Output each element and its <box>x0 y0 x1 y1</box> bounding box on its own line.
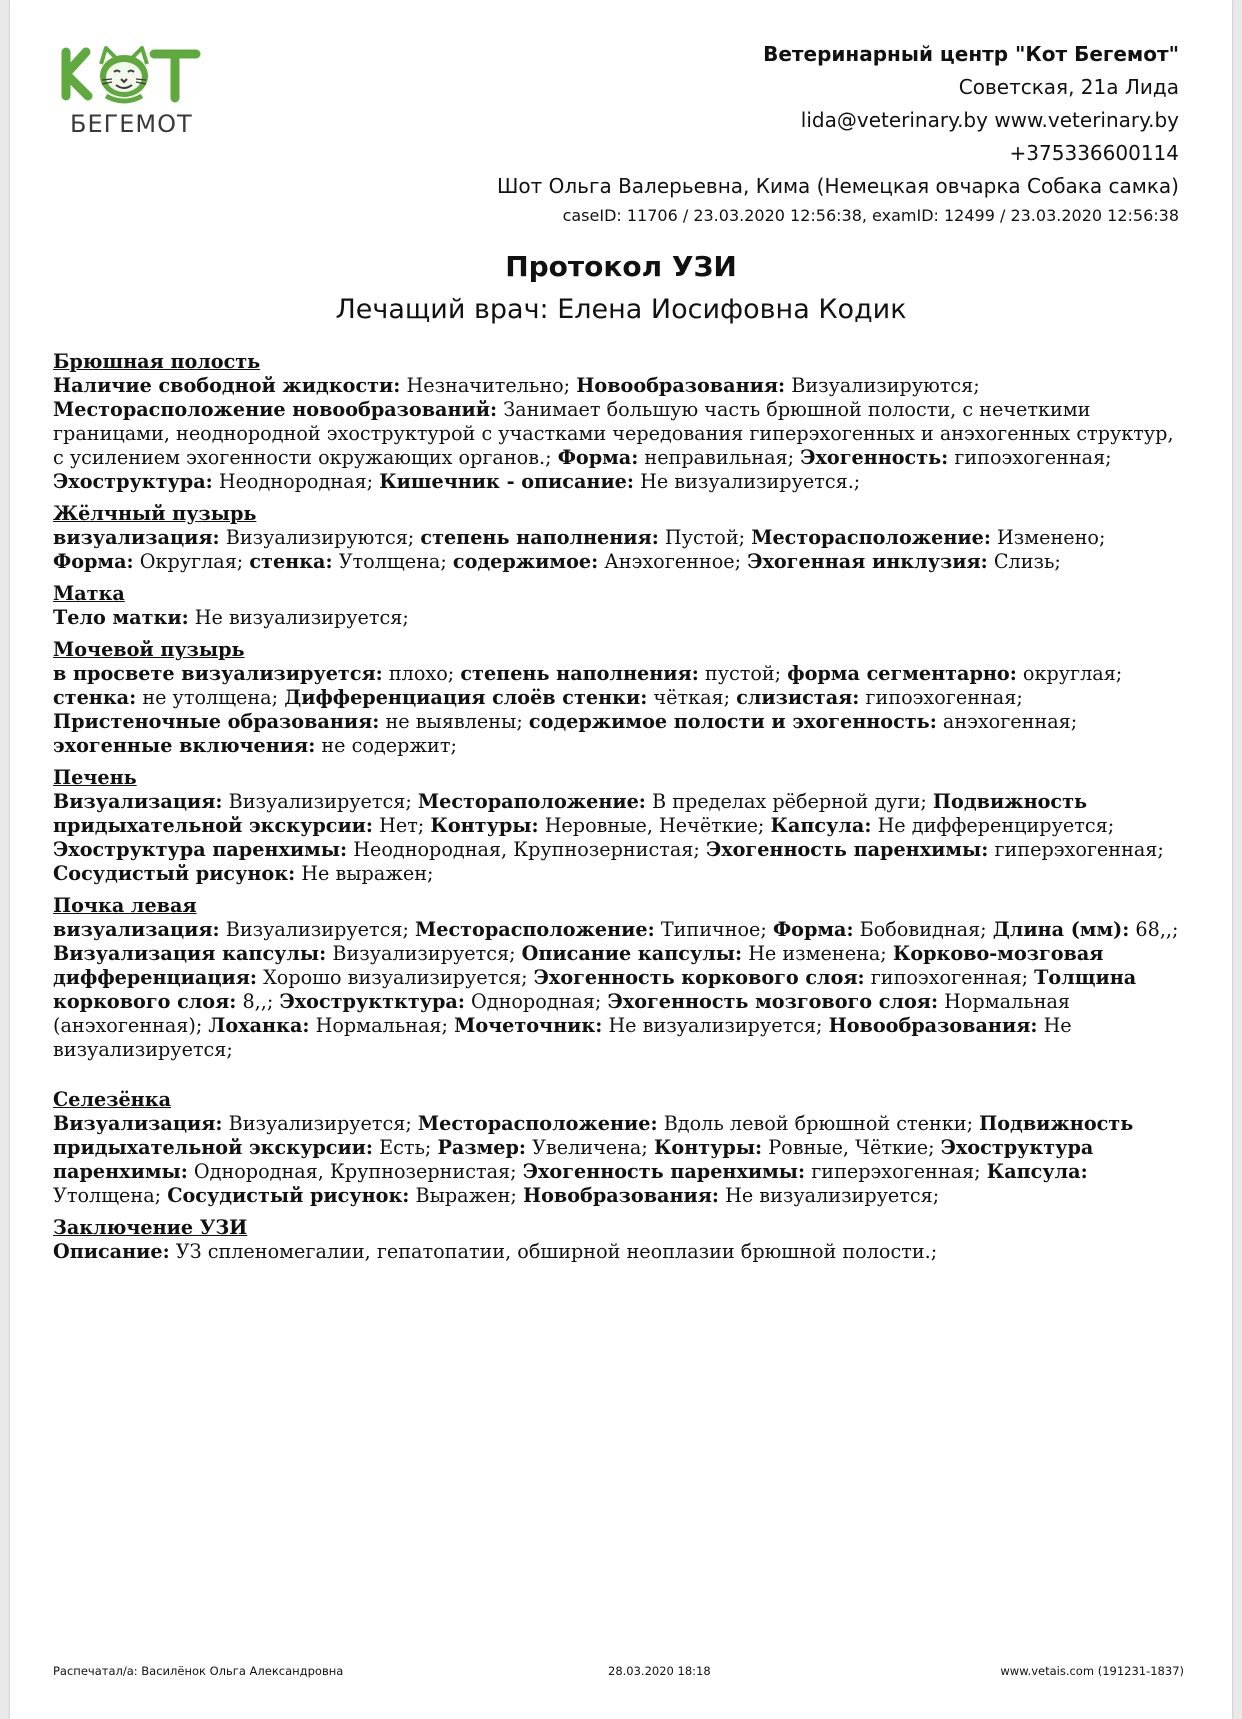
field-value: Изменено; <box>997 526 1106 549</box>
field-value: Ровные, Чёткие; <box>768 1136 935 1159</box>
field-label: Форма: <box>53 550 134 573</box>
field-value: Визуализируются; <box>225 526 415 549</box>
section-title: Мочевой пузырь <box>53 638 245 661</box>
field-label: степень наполнения: <box>420 526 659 549</box>
field-label: Лоханка: <box>208 1014 310 1037</box>
field-label: Кишечник - описание: <box>379 470 634 493</box>
field-value: Нет; <box>379 814 425 837</box>
printed-by: Распечатал/а: Василёнок Ольга Александровна <box>53 1664 344 1678</box>
field-label: Сосудистый рисунок: <box>53 862 296 885</box>
field-value: 8,,; <box>242 990 274 1013</box>
field-label: Подвижность придыхательной экскурсии: <box>53 1112 1134 1159</box>
field-label: Эхогенность коркового слоя: <box>533 966 865 989</box>
section-title: Заключение УЗИ <box>53 1216 248 1239</box>
field-value: Выражен; <box>415 1184 517 1207</box>
section-body <box>53 662 1184 758</box>
field-value: Визуализируется; <box>228 1112 412 1135</box>
field-value: гиперэхогенная; <box>811 1160 981 1183</box>
document-page <box>10 0 1232 1719</box>
field-value: гипоэхогенная; <box>870 966 1029 989</box>
logo-wordmark: БЕГЕМОТ <box>70 110 193 138</box>
printed-at: 28.03.2020 18:18 <box>608 1664 711 1678</box>
field-value: анэхогенная; <box>942 710 1078 733</box>
field-label: Форма: <box>772 918 854 941</box>
field-label: Капсула: <box>986 1160 1088 1183</box>
field-value: Не визуализируется; <box>194 606 409 629</box>
field-label: Эхогенная инклузия: <box>747 550 988 573</box>
section <box>53 502 1184 574</box>
field-value: Не дифференцируется; <box>877 814 1115 837</box>
field-label: Месторасположение: <box>415 918 655 941</box>
field-label: степень наполнения: <box>460 662 699 685</box>
field-label: Подвижность придыхательной экскурсии: <box>53 790 1088 837</box>
cat-face-icon <box>100 48 148 101</box>
field-label: Толщина коркового слоя: <box>53 966 1137 1013</box>
section-title: Брюшная полость <box>53 350 261 373</box>
field-label: Капсула: <box>770 814 872 837</box>
field-label: Контуры: <box>653 1136 763 1159</box>
clinic-address: Советская, 21а Лида <box>958 75 1179 99</box>
field-value: Визуализируется; <box>228 790 412 813</box>
field-label: в просвете визуализируется: <box>53 662 383 685</box>
field-label: Наличие свободной жидкости: <box>53 374 401 397</box>
clinic-logo <box>56 44 226 144</box>
field-value: гипоэхогенная; <box>865 686 1023 709</box>
field-label: Тело матки: <box>53 606 189 629</box>
field-label: форма сегментарно: <box>787 662 1017 685</box>
field-value: Вдоль левой брюшной стенки; <box>663 1112 974 1135</box>
field-value: Неровные, Нечёткие; <box>544 814 765 837</box>
field-value: Визуализируется; <box>225 918 409 941</box>
exam-sections <box>53 350 1184 1272</box>
section-body <box>53 374 1184 494</box>
field-value: округлая; <box>1022 662 1123 685</box>
field-label: визуализация: <box>53 526 220 549</box>
field-value: Неоднородная, Крупнозернистая; <box>353 838 700 861</box>
field-value: Однородная; <box>471 990 602 1013</box>
field-value: Занимает большую часть брюшной полости, с нечеткими границами, неоднородной эхоструктурой с участками чередования гиперэхогенных и анэхогенных структур, с усилением эхогенности окружающих органов.; <box>53 398 1174 469</box>
field-label: Корково-мозговая дифференциация: <box>53 942 1104 989</box>
field-value: Утолщена; <box>338 550 447 573</box>
field-label: Визуализация: <box>53 1112 223 1135</box>
section <box>53 766 1184 886</box>
field-value: гиперэхогенная; <box>994 838 1164 861</box>
document-title: Протокол УЗИ <box>505 250 737 283</box>
field-value: Визуализируются; <box>791 374 980 397</box>
field-value: В пределах рёберной дуги; <box>652 790 927 813</box>
section-body <box>53 1112 1184 1208</box>
field-label: содержимое: <box>452 550 599 573</box>
field-label: эхогенные включения: <box>53 734 316 757</box>
field-value: пустой; <box>704 662 782 685</box>
section-body <box>53 1240 1184 1264</box>
field-label: слизистая: <box>736 686 860 709</box>
field-label: Эхогенность: <box>800 446 949 469</box>
field-label: Эхоструктура паренхимы: <box>53 1136 1094 1183</box>
field-value: Не выражен; <box>301 862 434 885</box>
field-label: Эхогенность паренхимы: <box>705 838 989 861</box>
section-title: Селезёнка <box>53 1088 172 1111</box>
field-label: Визуализация капсулы: <box>53 942 327 965</box>
section-body <box>53 606 1184 630</box>
field-label: Новобразования: <box>522 1184 720 1207</box>
field-value: Есть; <box>379 1136 432 1159</box>
field-value: Бобовидная; <box>859 918 987 941</box>
clinic-header <box>497 38 1179 229</box>
section-body <box>53 526 1184 574</box>
section <box>53 582 1184 630</box>
field-value: Нормальная; <box>315 1014 448 1037</box>
field-value: Нормальная (анэхогенная); <box>53 990 1071 1037</box>
section-title: Печень <box>53 766 137 789</box>
field-label: Визуализация: <box>53 790 223 813</box>
field-label: визуализация: <box>53 918 220 941</box>
field-label: Контуры: <box>430 814 539 837</box>
field-value: Округлая; <box>139 550 244 573</box>
patient-info: Шот Ольга Валерьевна, Кима (Немецкая овчарка Собака самка) <box>497 174 1179 198</box>
field-value: 68,,; <box>1135 918 1179 941</box>
section <box>53 894 1184 1062</box>
field-label: Форма: <box>557 446 639 469</box>
field-label: стенка: <box>249 550 333 573</box>
field-label: Пристеночные образования: <box>53 710 380 733</box>
field-label: Длина (мм): <box>992 918 1130 941</box>
section-title: Матка <box>53 582 125 605</box>
field-label: Новообразования: <box>828 1014 1038 1037</box>
field-label: Эхоструктура паренхимы: <box>53 838 348 861</box>
section <box>53 638 1184 758</box>
field-label: содержимое полости и эхогенность: <box>528 710 937 733</box>
field-label: Эхогенность паренхимы: <box>522 1160 806 1183</box>
field-label: Месторасположение: <box>751 526 991 549</box>
field-label: Месторасположение новообразований: <box>53 398 498 421</box>
field-value: не содержит; <box>321 734 457 757</box>
field-label: Сосудистый рисунок: <box>167 1184 410 1207</box>
field-label: Эхогенность мозгового слоя: <box>607 990 939 1013</box>
section-title: Жёлчный пузырь <box>53 502 257 525</box>
field-value: Увеличена; <box>532 1136 648 1159</box>
field-value: Типичное; <box>660 918 767 941</box>
field-value: Визуализируется; <box>332 942 516 965</box>
section <box>53 1088 1184 1208</box>
field-label: стенка: <box>53 686 137 709</box>
field-value: Однородная, Крупнозернистая; <box>193 1160 517 1183</box>
field-value: Не изменена; <box>748 942 887 965</box>
section-body <box>53 790 1184 886</box>
field-label: Размер: <box>437 1136 526 1159</box>
field-value: не утолщена; <box>142 686 279 709</box>
clinic-contacts: lida@veterinary.by www.veterinary.by <box>800 108 1179 132</box>
field-label: Эхоструктктура: <box>279 990 465 1013</box>
clinic-phone: +375336600114 <box>1009 141 1179 165</box>
field-value: не выявлены; <box>385 710 523 733</box>
field-label: Описание: <box>53 1240 170 1263</box>
field-label: Месторасположение: <box>417 1112 658 1135</box>
field-value: Незначительно; <box>406 374 571 397</box>
case-exam-ids: caseID: 11706 / 23.03.2020 12:56:38, examID: 12499 / 23.03.2020 12:56:38 <box>562 206 1179 225</box>
section <box>53 350 1184 494</box>
section-title: Почка левая <box>53 894 197 917</box>
field-label: Новообразования: <box>576 374 786 397</box>
field-value: Неоднородная; <box>218 470 374 493</box>
field-value: Слизь; <box>993 550 1061 573</box>
field-value: Не визуализируется; <box>725 1184 940 1207</box>
field-value: УЗ спленомегалии, гепатопатии, обширной неоплазии брюшной полости.; <box>175 1240 938 1263</box>
field-label: Описание капсулы: <box>521 942 743 965</box>
section <box>53 1216 1184 1264</box>
software-version: www.vetais.com (191231-1837) <box>1000 1664 1184 1678</box>
field-value: чёткая; <box>653 686 731 709</box>
field-value: Утолщена; <box>53 1184 162 1207</box>
field-label: Мочеточник: <box>454 1014 603 1037</box>
field-value: Анэхогенное; <box>604 550 742 573</box>
field-value: Хорошо визуализируется; <box>263 966 528 989</box>
field-label: Местораположение: <box>417 790 646 813</box>
field-value: гипоэхогенная; <box>954 446 1112 469</box>
attending-doctor: Лечащий врач: Елена Иосифовна Кодик <box>335 294 907 325</box>
field-value: Пустой; <box>664 526 746 549</box>
field-value: Не визуализируется; <box>53 1014 1072 1061</box>
field-value: неправильная; <box>644 446 795 469</box>
clinic-name: Ветеринарный центр "Кот Бегемот" <box>763 42 1179 66</box>
field-value: Не визуализируется; <box>608 1014 823 1037</box>
section-body <box>53 918 1184 1062</box>
field-label: Дифференциация слоёв стенки: <box>284 686 648 709</box>
field-value: плохо; <box>388 662 455 685</box>
field-value: Не визуализируется.; <box>640 470 861 493</box>
field-label: Эхоструктура: <box>53 470 213 493</box>
